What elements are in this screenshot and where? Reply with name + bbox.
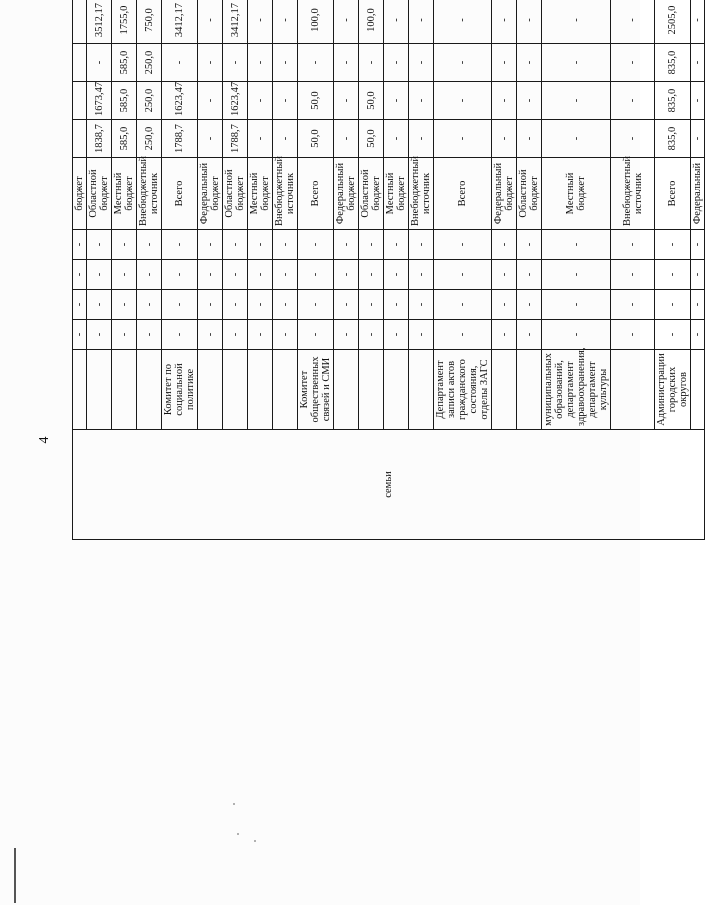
funding-source-cell: Внебюджетный источник: [137, 158, 162, 230]
amount-cell: 250,0: [137, 120, 162, 158]
funding-source-cell: бюджет: [73, 158, 87, 230]
funding-source-cell: Всего: [162, 158, 198, 230]
code-cell: -: [359, 230, 384, 260]
code-cell: -: [611, 230, 655, 260]
code-cell: -: [334, 260, 359, 290]
amount-cell: [73, 82, 87, 120]
amount-cell: -: [434, 44, 492, 82]
code-cell: -: [137, 290, 162, 320]
code-cell: -: [298, 320, 334, 350]
total-cell: 3412,17: [162, 0, 198, 44]
scan-speck: [233, 803, 235, 805]
rotated-table-wrapper: [72, 0, 703, 540]
code-cell: -: [87, 260, 112, 290]
code-cell: -: [162, 260, 198, 290]
amount-cell: -: [409, 120, 434, 158]
funding-source-cell: Местный бюджет: [248, 158, 273, 230]
code-cell: -: [655, 290, 691, 320]
code-cell: -: [298, 290, 334, 320]
code-cell: -: [198, 320, 223, 350]
code-cell: -: [198, 260, 223, 290]
amount-cell: -: [273, 82, 298, 120]
code-cell: -: [273, 290, 298, 320]
budget-table-body: [73, 0, 705, 540]
amount-cell: -: [611, 82, 655, 120]
amount-cell: -: [611, 44, 655, 82]
amount-cell: -: [223, 44, 248, 82]
table-frame: [72, 2, 703, 578]
executor-cell: [87, 350, 112, 430]
code-cell: -: [137, 320, 162, 350]
code-cell: -: [162, 230, 198, 260]
code-cell: -: [112, 260, 137, 290]
code-cell: -: [359, 260, 384, 290]
executor-cell: [409, 350, 434, 430]
amount-cell: -: [542, 44, 611, 82]
executor-cell: Департамент записи актов гражданского состояния, отделы ЗАГС: [434, 350, 492, 430]
code-cell: -: [517, 290, 542, 320]
total-cell: [73, 0, 87, 44]
code-cell: -: [611, 260, 655, 290]
executor-cell: [273, 350, 298, 430]
code-cell: -: [434, 290, 492, 320]
code-cell: -: [384, 260, 409, 290]
total-cell: -: [248, 0, 273, 44]
code-cell: -: [112, 230, 137, 260]
executor-cell: [334, 350, 359, 430]
amount-cell: 250,0: [137, 44, 162, 82]
amount-cell: -: [492, 82, 517, 120]
page-number: 4: [37, 436, 52, 444]
code-cell: -: [611, 320, 655, 350]
total-cell: -: [409, 0, 434, 44]
amount-cell: -: [384, 44, 409, 82]
code-cell: -: [542, 230, 611, 260]
funding-source-cell: Внебюджетный источник: [409, 158, 434, 230]
amount-cell: -: [542, 82, 611, 120]
code-cell: -: [517, 320, 542, 350]
code-cell: -: [298, 230, 334, 260]
amount-cell: -: [248, 120, 273, 158]
total-cell: -: [434, 0, 492, 44]
amount-cell: -: [334, 120, 359, 158]
amount-cell: -: [691, 120, 705, 158]
amount-cell: -: [273, 120, 298, 158]
code-cell: -: [492, 230, 517, 260]
amount-cell: 50,0: [359, 120, 384, 158]
executor-cell: [248, 350, 273, 430]
executor-cell: [492, 350, 517, 430]
amount-cell: -: [517, 44, 542, 82]
code-cell: -: [691, 260, 705, 290]
executor-cell: [517, 350, 542, 430]
code-cell: -: [223, 230, 248, 260]
total-cell: -: [691, 0, 705, 44]
code-cell: -: [198, 290, 223, 320]
funding-source-cell: Федеральный бюджет: [492, 158, 517, 230]
code-cell: -: [248, 230, 273, 260]
code-cell: -: [359, 320, 384, 350]
amount-cell: -: [162, 44, 198, 82]
amount-cell: -: [359, 44, 384, 82]
code-cell: -: [492, 320, 517, 350]
code-cell: -: [73, 230, 87, 260]
amount-cell: 1623,47: [223, 82, 248, 120]
total-cell: -: [517, 0, 542, 44]
amount-cell: -: [517, 120, 542, 158]
code-cell: -: [517, 230, 542, 260]
code-cell: -: [198, 230, 223, 260]
code-cell: -: [112, 290, 137, 320]
code-cell: -: [492, 260, 517, 290]
scan-speck: [254, 840, 256, 842]
amount-cell: [73, 120, 87, 158]
amount-cell: 835,0: [655, 82, 691, 120]
code-cell: -: [137, 260, 162, 290]
total-cell: 100,0: [298, 0, 334, 44]
code-cell: -: [87, 320, 112, 350]
code-cell: -: [162, 320, 198, 350]
code-cell: -: [655, 320, 691, 350]
total-cell: 100,0: [359, 0, 384, 44]
funding-source-cell: Внебюджетный источник: [611, 158, 655, 230]
funding-source-cell: Всего: [298, 158, 334, 230]
amount-cell: 585,0: [112, 120, 137, 158]
code-cell: -: [655, 230, 691, 260]
executor-cell: Администрации городских округов: [655, 350, 691, 430]
total-cell: -: [334, 0, 359, 44]
code-cell: -: [298, 260, 334, 290]
amount-cell: 50,0: [359, 82, 384, 120]
code-cell: -: [611, 290, 655, 320]
total-cell: -: [198, 0, 223, 44]
executor-cell: [611, 350, 655, 430]
amount-cell: -: [492, 120, 517, 158]
amount-cell: -: [517, 82, 542, 120]
funding-source-cell: Областной бюджет: [223, 158, 248, 230]
funding-source-cell: Местный бюджет: [384, 158, 409, 230]
amount-cell: 585,0: [112, 82, 137, 120]
amount-cell: -: [434, 82, 492, 120]
total-cell: 1755,0: [112, 0, 137, 44]
funding-source-cell: Всего: [434, 158, 492, 230]
amount-cell: 50,0: [298, 82, 334, 120]
code-cell: -: [73, 260, 87, 290]
executor-cell: [384, 350, 409, 430]
total-cell: 750,0: [137, 0, 162, 44]
amount-cell: -: [384, 82, 409, 120]
code-cell: -: [409, 260, 434, 290]
amount-cell: 50,0: [298, 120, 334, 158]
amount-cell: -: [273, 44, 298, 82]
amount-cell: -: [409, 82, 434, 120]
code-cell: -: [691, 290, 705, 320]
executor-cell: [359, 350, 384, 430]
executor-cell: [137, 350, 162, 430]
funding-source-cell: Федеральный бюджет: [198, 158, 223, 230]
total-cell: -: [384, 0, 409, 44]
code-cell: -: [73, 320, 87, 350]
amount-cell: 1788,7: [223, 120, 248, 158]
amount-cell: 1623,47: [162, 82, 198, 120]
code-cell: -: [112, 320, 137, 350]
scan-speck: [237, 833, 239, 835]
executor-cell: [73, 350, 87, 430]
amount-cell: 1788,7: [162, 120, 198, 158]
amount-cell: 1838,7: [87, 120, 112, 158]
code-cell: -: [87, 230, 112, 260]
code-cell: -: [334, 290, 359, 320]
funding-source-cell: Федеральный: [691, 158, 705, 230]
code-cell: -: [542, 320, 611, 350]
table-row: [73, 0, 87, 540]
code-cell: -: [223, 320, 248, 350]
funding-source-cell: Местный бюджет: [542, 158, 611, 230]
amount-cell: 835,0: [655, 44, 691, 82]
code-cell: -: [517, 260, 542, 290]
goal-cell: семьи: [73, 430, 705, 540]
code-cell: -: [273, 260, 298, 290]
amount-cell: -: [691, 44, 705, 82]
code-cell: -: [73, 290, 87, 320]
amount-cell: -: [198, 82, 223, 120]
total-cell: 3512,17: [87, 0, 112, 44]
amount-cell: 835,0: [655, 120, 691, 158]
total-cell: -: [492, 0, 517, 44]
code-cell: -: [409, 230, 434, 260]
funding-source-cell: Областной бюджет: [517, 158, 542, 230]
executor-cell: [223, 350, 248, 430]
amount-cell: -: [198, 120, 223, 158]
executor-cell: Комитет общественных связей и СМИ: [298, 350, 334, 430]
amount-cell: -: [198, 44, 223, 82]
amount-cell: -: [434, 120, 492, 158]
amount-cell: 585,0: [112, 44, 137, 82]
executor-cell: [112, 350, 137, 430]
code-cell: -: [434, 230, 492, 260]
code-cell: -: [273, 230, 298, 260]
amount-cell: -: [334, 44, 359, 82]
executor-cell: [198, 350, 223, 430]
amount-cell: -: [542, 120, 611, 158]
funding-source-cell: Областной бюджет: [359, 158, 384, 230]
code-cell: -: [137, 230, 162, 260]
code-cell: -: [384, 320, 409, 350]
code-cell: -: [542, 290, 611, 320]
code-cell: -: [334, 320, 359, 350]
funding-source-cell: Внебюджетный источник: [273, 158, 298, 230]
code-cell: -: [87, 290, 112, 320]
funding-source-cell: Федеральный бюджет: [334, 158, 359, 230]
executor-cell: муниципальных образований, департамент здравоохранения, департамент культуры: [542, 350, 611, 430]
amount-cell: -: [492, 44, 517, 82]
code-cell: -: [273, 320, 298, 350]
code-cell: -: [384, 230, 409, 260]
code-cell: -: [434, 320, 492, 350]
code-cell: -: [248, 290, 273, 320]
code-cell: -: [359, 290, 384, 320]
total-cell: 2505,0: [655, 0, 691, 44]
funding-source-cell: Местный бюджет: [112, 158, 137, 230]
code-cell: -: [384, 290, 409, 320]
code-cell: -: [223, 260, 248, 290]
amount-cell: -: [334, 82, 359, 120]
total-cell: -: [611, 0, 655, 44]
amount-cell: -: [611, 120, 655, 158]
code-cell: -: [248, 320, 273, 350]
code-cell: -: [691, 320, 705, 350]
amount-cell: 1673,47: [87, 82, 112, 120]
code-cell: -: [409, 320, 434, 350]
amount-cell: 250,0: [137, 82, 162, 120]
budget-table: [72, 0, 705, 540]
executor-cell: Комитет по социальной политике: [162, 350, 198, 430]
total-cell: -: [273, 0, 298, 44]
funding-source-cell: Областной бюджет: [87, 158, 112, 230]
code-cell: -: [334, 230, 359, 260]
code-cell: -: [691, 230, 705, 260]
code-cell: -: [162, 290, 198, 320]
code-cell: -: [492, 290, 517, 320]
amount-cell: -: [298, 44, 334, 82]
amount-cell: [73, 44, 87, 82]
amount-cell: -: [87, 44, 112, 82]
scan-edge-line: [14, 848, 16, 903]
code-cell: -: [542, 260, 611, 290]
code-cell: -: [655, 260, 691, 290]
amount-cell: -: [691, 82, 705, 120]
code-cell: -: [248, 260, 273, 290]
total-cell: 3412,17: [223, 0, 248, 44]
code-cell: -: [409, 290, 434, 320]
total-cell: -: [542, 0, 611, 44]
amount-cell: -: [248, 44, 273, 82]
code-cell: -: [434, 260, 492, 290]
amount-cell: -: [248, 82, 273, 120]
amount-cell: -: [384, 120, 409, 158]
amount-cell: -: [409, 44, 434, 82]
code-cell: -: [223, 290, 248, 320]
funding-source-cell: Всего: [655, 158, 691, 230]
executor-cell: [691, 350, 705, 430]
